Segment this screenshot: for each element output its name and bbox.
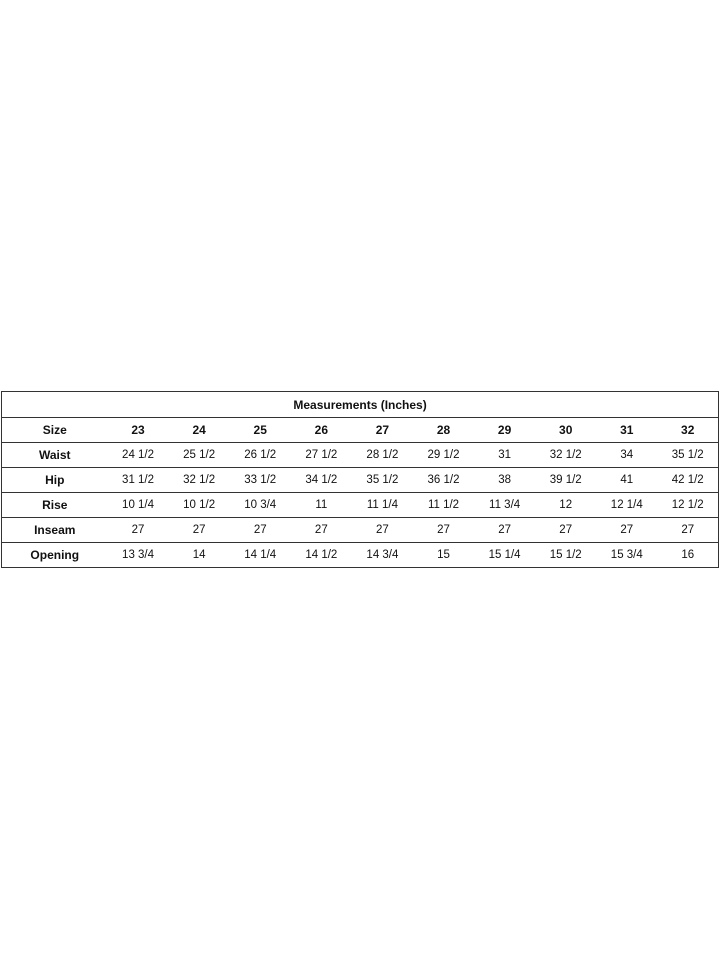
measurement-cell: 38 <box>474 468 535 493</box>
table-row <box>2 468 719 493</box>
size-header-cell: 27 <box>352 418 413 443</box>
measurement-cell: 24 1/2 <box>108 443 169 468</box>
table-row <box>2 493 719 518</box>
table-title: Measurements (Inches) <box>2 392 719 418</box>
measurement-cell: 32 1/2 <box>169 468 230 493</box>
measurement-cell: 14 <box>192 549 206 561</box>
measurement-cell: 34 1/2 <box>291 468 352 493</box>
measurement-cell: 12 <box>535 493 596 518</box>
size-header-cell: 29 <box>474 418 535 443</box>
size-header-cell: 24 <box>169 418 230 443</box>
measurement-cell: 11 <box>291 493 352 518</box>
measurement-cell: 34 <box>596 443 657 468</box>
size-header-cell: 30 <box>535 418 596 443</box>
size-header-cell: 25 <box>230 418 291 443</box>
row-label: Opening <box>30 548 80 562</box>
measurement-cell: 15 1/2 <box>549 549 582 561</box>
measurement-cell: 27 <box>596 518 657 543</box>
measurement-cell: 14 3/4 <box>366 549 399 561</box>
measurement-cell: 31 <box>474 443 535 468</box>
measurement-cell: 25 1/2 <box>169 443 230 468</box>
table-header-row <box>2 418 719 443</box>
measurement-cell: 10 1/4 <box>108 493 169 518</box>
measurement-cell: 42 1/2 <box>657 468 718 493</box>
table-row <box>2 543 719 568</box>
measurement-cell: 16 <box>681 549 695 561</box>
measurement-cell: 32 1/2 <box>535 443 596 468</box>
measurement-cell: 27 <box>108 518 169 543</box>
measurement-cell: 28 1/2 <box>352 443 413 468</box>
header-label: Size <box>2 418 108 443</box>
table-row <box>2 518 719 543</box>
size-header-cell: 31 <box>596 418 657 443</box>
table-title-row <box>2 392 719 418</box>
row-label: Rise <box>2 493 108 518</box>
row-label: Waist <box>2 443 108 468</box>
measurement-cell: 36 1/2 <box>413 468 474 493</box>
measurement-cell: 27 <box>169 518 230 543</box>
measurement-cell: 27 <box>230 518 291 543</box>
measurement-cell: 10 1/2 <box>169 493 230 518</box>
measurement-cell: 12 1/2 <box>657 493 718 518</box>
measurement-cell: 27 <box>474 518 535 543</box>
measurement-cell: 14 1/2 <box>305 549 338 561</box>
measurement-cell: 35 1/2 <box>352 468 413 493</box>
measurement-cell: 27 1/2 <box>291 443 352 468</box>
measurement-cell: 12 1/4 <box>596 493 657 518</box>
measurement-cell: 26 1/2 <box>230 443 291 468</box>
size-header-cell: 23 <box>108 418 169 443</box>
measurement-cell: 14 1/4 <box>244 549 277 561</box>
size-header-cell: 28 <box>413 418 474 443</box>
measurement-cell: 33 1/2 <box>230 468 291 493</box>
measurement-cell: 27 <box>291 518 352 543</box>
measurements-table <box>1 391 719 568</box>
measurement-cell: 31 1/2 <box>108 468 169 493</box>
measurement-cell: 29 1/2 <box>413 443 474 468</box>
measurement-cell: 15 1/4 <box>488 549 521 561</box>
measurement-cell: 11 1/4 <box>352 493 413 518</box>
measurement-cell: 13 3/4 <box>122 549 155 561</box>
row-label: Inseam <box>2 518 108 543</box>
size-header-cell: 32 <box>657 418 718 443</box>
size-header-cell: 26 <box>291 418 352 443</box>
row-label: Hip <box>2 468 108 493</box>
measurement-cell: 41 <box>596 468 657 493</box>
measurement-cell: 35 1/2 <box>657 443 718 468</box>
size-chart <box>1 391 718 568</box>
measurement-cell: 11 3/4 <box>474 493 535 518</box>
table-row <box>2 443 719 468</box>
measurement-cell: 15 3/4 <box>610 549 643 561</box>
measurement-cell: 27 <box>535 518 596 543</box>
measurement-cell: 15 <box>437 549 450 561</box>
measurement-cell: 39 1/2 <box>535 468 596 493</box>
measurement-cell: 27 <box>657 518 718 543</box>
measurement-cell: 27 <box>352 518 413 543</box>
measurement-cell: 11 1/2 <box>413 493 474 518</box>
measurement-cell: 10 3/4 <box>230 493 291 518</box>
measurement-cell: 27 <box>413 518 474 543</box>
